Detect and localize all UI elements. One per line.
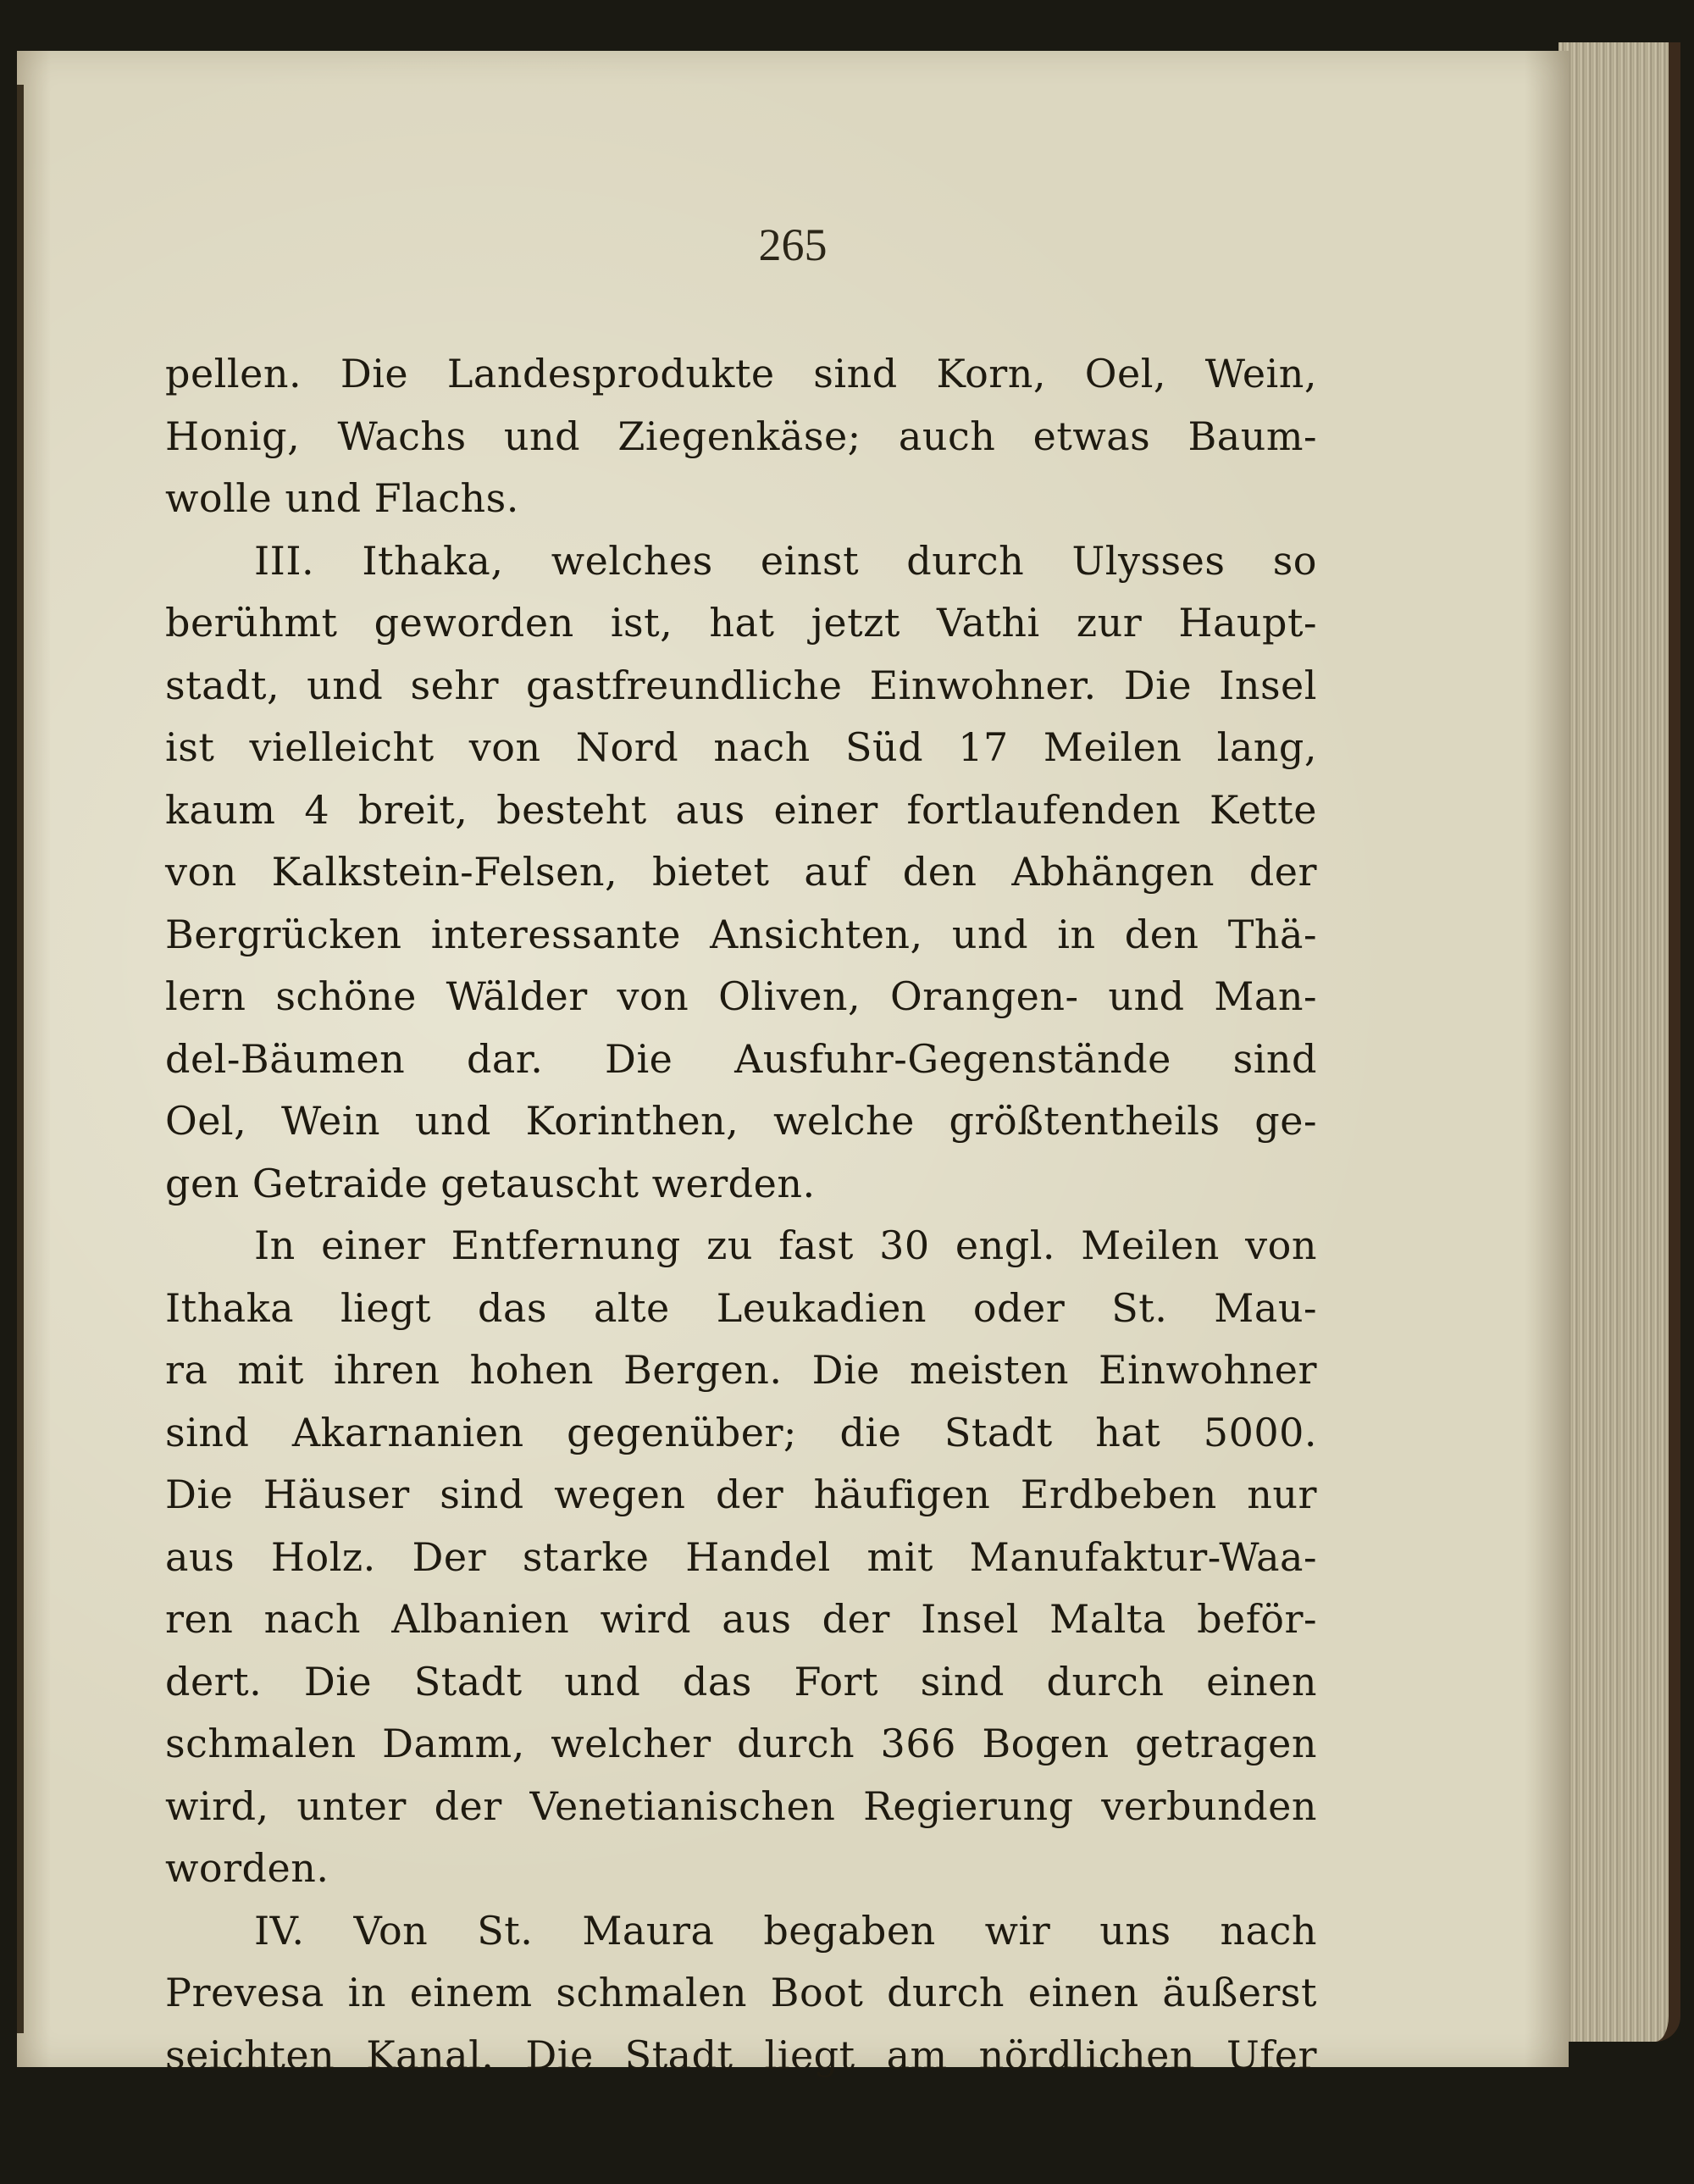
- page-block-edge: [1558, 42, 1680, 2042]
- text-line: sind Akarnanien gegenüber; die Stadt hat 5000.: [165, 1409, 1317, 1455]
- text-line: wolle und Flachs.: [165, 475, 519, 521]
- text-line: gen Getraide getauscht werden.: [165, 1160, 816, 1206]
- text-line: kaum 4 breit, besteht aus einer fortlaufenden Kette: [165, 786, 1317, 833]
- text-line: Honig, Wachs und Ziegenkäse; auch etwas Baum-: [165, 413, 1317, 459]
- text-line: schmalen Damm, welcher durch 366 Bogen getragen: [165, 1721, 1317, 1766]
- text-line: lern schöne Wälder von Oliven, Orangen- und Man-: [165, 973, 1317, 1019]
- text-line: ra mit ihren hohen Bergen. Die meisten Einwohner: [165, 1347, 1317, 1393]
- page-number: 265: [758, 219, 828, 270]
- text-line: von Kalkstein-Felsen, bietet auf den Abhängen der: [165, 849, 1317, 895]
- book-page: [17, 51, 1569, 2078]
- text-line: dert. Die Stadt und das Fort sind durch einen: [165, 1658, 1317, 1705]
- text-line: Oel, Wein und Korinthen, welche größtentheils ge-: [165, 1098, 1317, 1144]
- text-line: Ithaka liegt das alte Leukadien oder St. Mau-: [165, 1284, 1317, 1331]
- text-line: wird, unter der Venetianischen Regierung verbunden: [165, 1782, 1317, 1829]
- body-text: [165, 343, 1317, 2087]
- text-line: III. Ithaka, welches einst durch Ulysses so: [254, 537, 1317, 584]
- text-line: Prevesa in einem schmalen Boot durch einen äußerst: [165, 1970, 1317, 2015]
- text-line: del-Bäumen dar. Die Ausfuhr-Gegenstände sind: [165, 1035, 1317, 1082]
- gutter-shadow: [17, 85, 24, 2033]
- text-line: aus Holz. Der starke Handel mit Manufaktur-Waa-: [165, 1533, 1317, 1580]
- text-line: ren nach Albanien wird aus der Insel Malta beför-: [165, 1596, 1317, 1642]
- text-line: In einer Entfernung zu fast 30 engl. Meilen von: [254, 1222, 1317, 1268]
- text-line: pellen. Die Landesprodukte sind Korn, Oel, Wein,: [165, 351, 1317, 396]
- text-line: seichten Kanal. Die Stadt liegt am nördlichen Ufer: [165, 2032, 1317, 2078]
- text-line: IV. Von St. Maura begaben wir uns nach: [254, 1907, 1317, 1954]
- text-line: Die Häuser sind wegen der häufigen Erdbeben nur: [165, 1472, 1317, 1517]
- text-line: berühmt geworden ist, hat jetzt Vathi zur Haupt-: [165, 600, 1317, 646]
- text-line: Bergrücken interessante Ansichten, und in den Thä-: [165, 911, 1317, 957]
- text-line: stadt, und sehr gastfreundliche Einwohner. Die Insel: [165, 662, 1317, 708]
- text-line: worden.: [165, 1845, 329, 1891]
- text-line: ist vielleicht von Nord nach Süd 17 Meilen lang,: [165, 724, 1317, 770]
